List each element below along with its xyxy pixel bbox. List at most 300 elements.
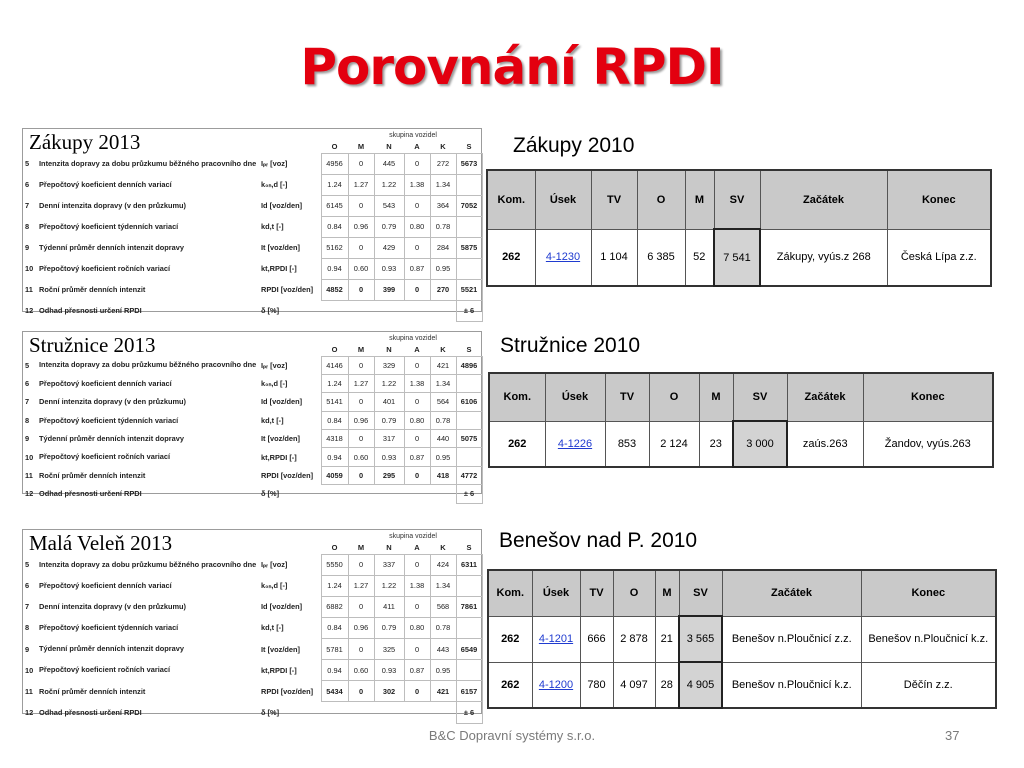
column-header: Začátek — [760, 170, 887, 229]
table-row — [23, 153, 482, 174]
value-cell — [456, 374, 482, 392]
row-description: Přepočtový koeficient týdenních variací — [39, 623, 179, 633]
page-number: 37 — [945, 728, 960, 743]
row-unit: Iₚᵣ [voz] — [261, 159, 288, 168]
panel-title: Zákupy 2013 — [29, 130, 146, 154]
row-unit: kt,RPDI [-] — [261, 452, 297, 462]
value-cell — [348, 702, 374, 723]
row-number: 5 — [25, 560, 30, 570]
column-header: SV — [679, 570, 722, 616]
value-cell: 0.96 — [348, 411, 374, 429]
row-number: 10 — [25, 452, 34, 462]
value-cell: 5875 — [456, 237, 482, 258]
value-cell — [404, 485, 430, 503]
value-cell: 1 104 — [591, 229, 637, 286]
value-cell: Zákupy, vyús.z 268 — [760, 229, 887, 286]
value-cell: 1.24 — [321, 174, 348, 195]
column-header: M — [685, 170, 714, 229]
value-cell: 0.80 — [404, 411, 430, 429]
row-description: Týdenní průměr denních intenzit dopravy — [39, 242, 184, 252]
row-number: 8 — [25, 222, 30, 231]
value-cell: 4852 — [321, 279, 348, 300]
row-number: 12 — [25, 489, 34, 499]
row-unit: kd,t [-] — [261, 222, 284, 231]
value-cell: 23 — [699, 421, 733, 467]
column-header: Začátek — [787, 373, 863, 421]
value-cell: 1.22 — [374, 575, 404, 596]
calc-table — [23, 344, 483, 504]
value-cell: 5141 — [321, 393, 348, 411]
header-cell — [259, 141, 321, 153]
value-cell: 0 — [404, 639, 430, 660]
page-title: Porovnání RPDI — [300, 38, 724, 96]
vehicle-col-header: A — [414, 142, 420, 152]
row-unit: kt,RPDI [-] — [261, 665, 297, 675]
row-description: Odhad přesnosti určení RPDI — [39, 707, 142, 717]
value-cell: 21 — [655, 616, 679, 662]
row-unit: δ [%] — [261, 489, 280, 499]
value-cell: 6145 — [321, 195, 348, 216]
table-row — [23, 596, 482, 617]
row-description: Přepočtový koeficient denních variací — [39, 179, 172, 189]
section-title-2010: Zákupy 2010 — [513, 134, 635, 157]
row-number: 6 — [25, 379, 30, 389]
value-cell: 0.95 — [430, 660, 456, 681]
row-description: Denní intenzita dopravy (v den průzkumu) — [39, 200, 187, 210]
row-number: 9 — [25, 434, 30, 444]
value-cell: 0.78 — [430, 617, 456, 638]
section-link[interactable]: 4-1201 — [532, 616, 580, 662]
value-cell: 424 — [430, 554, 456, 575]
vehicle-col-header: M — [357, 543, 365, 553]
value-cell: 0.60 — [348, 258, 374, 279]
vehicle-col-header: N — [386, 543, 392, 553]
value-cell: 0 — [348, 195, 374, 216]
panel-2013 — [22, 128, 482, 315]
table-row — [23, 448, 482, 466]
value-cell: Děčín z.z. — [861, 662, 996, 708]
header-cell — [259, 344, 321, 356]
section-title-2010: Benešov nad P. 2010 — [499, 529, 698, 552]
vehicle-col-header: M — [357, 142, 365, 152]
value-cell: 295 — [374, 466, 404, 484]
column-header: Kom. — [488, 570, 532, 616]
row-number: 11 — [25, 686, 33, 696]
value-cell — [430, 702, 456, 723]
value-cell: 0 — [404, 466, 430, 484]
value-cell: 317 — [374, 430, 404, 448]
row-number: 12 — [25, 707, 34, 717]
column-header: TV — [580, 570, 613, 616]
row-number: 8 — [25, 415, 30, 425]
row-description: Odhad přesnosti určení RPDI — [39, 489, 142, 499]
row-unit: Iₚᵣ [voz] — [261, 560, 288, 570]
row-number: 7 — [25, 201, 30, 210]
value-cell: 0 — [404, 279, 430, 300]
value-cell — [456, 575, 482, 596]
value-cell: 52 — [685, 229, 714, 286]
row-unit: Iₚᵣ [voz] — [261, 360, 288, 370]
value-cell: zaús.263 — [787, 421, 863, 467]
value-cell — [456, 660, 482, 681]
row-unit: It [voz/den] — [261, 434, 301, 444]
column-header: O — [637, 170, 685, 229]
value-cell: 5075 — [456, 430, 482, 448]
value-cell: 0.87 — [404, 448, 430, 466]
table-row — [23, 216, 482, 237]
column-header: SV — [733, 373, 787, 421]
section-link[interactable]: 4-1226 — [545, 421, 605, 467]
value-cell: Česká Lípa z.z. — [887, 229, 991, 286]
vehicle-group-label: skupina vozidel — [389, 132, 437, 139]
section-link[interactable]: 4-1200 — [532, 662, 580, 708]
column-header: Úsek — [535, 170, 591, 229]
row-description: Přepočtový koeficient denních variací — [39, 378, 172, 388]
vehicle-col-header: K — [440, 543, 446, 553]
value-cell: 0 — [348, 639, 374, 660]
vehicle-col-header: O — [331, 142, 338, 152]
row-unit: RPDI [voz/den] — [261, 285, 314, 294]
table-row — [23, 466, 482, 484]
value-cell: 0.79 — [374, 411, 404, 429]
table-row — [23, 258, 482, 279]
value-cell: 262 — [487, 229, 535, 286]
row-description: Přepočtový koeficient ročních variací — [39, 665, 171, 675]
row-unit: δ [%] — [261, 306, 280, 315]
row-unit: kt,RPDI [-] — [261, 264, 297, 273]
row-number: 8 — [25, 623, 30, 633]
vehicle-col-header: N — [386, 345, 392, 355]
row-unit: RPDI [voz/den] — [261, 686, 314, 696]
column-header: Konec — [863, 373, 993, 421]
row-number: 10 — [25, 264, 34, 273]
header-row — [489, 373, 993, 421]
value-cell: 4896 — [456, 356, 482, 374]
table-row — [23, 485, 482, 503]
value-cell: 364 — [430, 195, 456, 216]
column-header: SV — [714, 170, 760, 229]
table-row — [23, 617, 482, 638]
value-cell: 4 097 — [613, 662, 655, 708]
value-cell: 4 905 — [679, 662, 722, 708]
vehicle-col-header: S — [466, 543, 472, 553]
value-cell: 0.79 — [374, 617, 404, 638]
value-cell — [404, 300, 430, 321]
value-cell: 0.94 — [321, 448, 348, 466]
value-cell: 666 — [580, 616, 613, 662]
value-cell: 0 — [404, 356, 430, 374]
value-cell: 443 — [430, 639, 456, 660]
value-cell: 0.84 — [321, 216, 348, 237]
value-cell — [430, 485, 456, 503]
value-cell: 7 541 — [714, 229, 760, 286]
value-cell: Benešov n.Ploučnicí k.z. — [861, 616, 996, 662]
vehicle-col-header: O — [331, 345, 338, 355]
row-description: Roční průměr denních intenzit — [39, 470, 146, 480]
value-cell: 568 — [430, 596, 456, 617]
value-cell: 4318 — [321, 430, 348, 448]
value-cell: 0 — [404, 237, 430, 258]
table-row — [23, 554, 482, 575]
vehicle-col-header: N — [386, 142, 392, 152]
table-row — [23, 356, 482, 374]
value-cell — [321, 300, 348, 321]
value-cell: 401 — [374, 393, 404, 411]
table-row — [23, 660, 482, 681]
row-unit: It [voz/den] — [261, 243, 301, 252]
value-cell: 6157 — [456, 681, 482, 702]
value-cell: 0 — [348, 393, 374, 411]
row-unit: k₀ₙ,d [-] — [261, 180, 288, 189]
value-cell — [456, 174, 482, 195]
table-row — [23, 681, 482, 702]
row-description: Intenzita dopravy za dobu průzkumu běžného pracovního dne — [39, 360, 257, 370]
value-cell: 0 — [348, 681, 374, 702]
column-header: M — [699, 373, 733, 421]
value-cell: 5673 — [456, 153, 482, 174]
value-cell: 0.78 — [430, 411, 456, 429]
header-cell — [259, 542, 321, 554]
value-cell: 429 — [374, 237, 404, 258]
row-description: Roční průměr denních intenzit — [39, 284, 146, 294]
value-cell: 0 — [404, 596, 430, 617]
value-cell: 0 — [404, 153, 430, 174]
table-row — [489, 421, 993, 467]
value-cell: 5434 — [321, 681, 348, 702]
vehicle-col-header: M — [357, 345, 365, 355]
vehicle-col-header: O — [331, 543, 338, 553]
value-cell: 1.34 — [430, 174, 456, 195]
value-cell: 5781 — [321, 639, 348, 660]
value-cell: 329 — [374, 356, 404, 374]
row-unit: It [voz/den] — [261, 644, 301, 654]
value-cell: ± 6 — [456, 702, 482, 723]
value-cell — [456, 411, 482, 429]
vehicle-col-header: A — [414, 345, 420, 355]
value-cell: 7052 — [456, 195, 482, 216]
table-row — [23, 237, 482, 258]
value-cell: 1.34 — [430, 374, 456, 392]
table-row — [23, 411, 482, 429]
value-cell: 421 — [430, 681, 456, 702]
value-cell: 0.87 — [404, 258, 430, 279]
value-cell: 0.96 — [348, 617, 374, 638]
calc-table — [23, 141, 483, 322]
row-number: 11 — [25, 470, 33, 480]
value-cell: 0.95 — [430, 258, 456, 279]
value-cell: 445 — [374, 153, 404, 174]
value-cell: 0 — [348, 356, 374, 374]
table-row — [488, 662, 996, 708]
value-cell: 0 — [404, 554, 430, 575]
value-cell: 564 — [430, 393, 456, 411]
value-cell: 780 — [580, 662, 613, 708]
vehicle-col-header: K — [440, 345, 446, 355]
footer-company: B&C Dopravní systémy s.r.o. — [428, 728, 596, 743]
value-cell: 2 878 — [613, 616, 655, 662]
row-number: 9 — [25, 243, 30, 252]
row-description: Intenzita dopravy za dobu průzkumu běžného pracovního dne — [39, 158, 257, 168]
row-unit: δ [%] — [261, 707, 280, 717]
row-description: Denní intenzita dopravy (v den průzkumu) — [39, 602, 187, 612]
intensity-table-2010 — [487, 569, 997, 709]
value-cell: 4059 — [321, 466, 348, 484]
header-row — [487, 170, 991, 229]
value-cell: 0 — [348, 430, 374, 448]
panel-title: Stružnice 2013 — [29, 333, 162, 357]
value-cell: 0 — [348, 466, 374, 484]
row-unit: kd,t [-] — [261, 415, 284, 425]
value-cell — [456, 216, 482, 237]
value-cell: 6882 — [321, 596, 348, 617]
row-description: Přepočtový koeficient denních variací — [39, 580, 172, 590]
table-row — [23, 195, 482, 216]
value-cell — [321, 702, 348, 723]
vehicle-col-header: K — [440, 142, 446, 152]
value-cell — [404, 702, 430, 723]
value-cell: 421 — [430, 356, 456, 374]
table-row — [23, 300, 482, 321]
value-cell: 1.38 — [404, 374, 430, 392]
value-cell: 0 — [348, 153, 374, 174]
value-cell: 6311 — [456, 554, 482, 575]
vehicle-group-label: skupina vozidel — [389, 533, 437, 540]
value-cell: 0 — [404, 681, 430, 702]
value-cell: 284 — [430, 237, 456, 258]
row-description: Intenzita dopravy za dobu průzkumu běžného pracovního dne — [39, 559, 257, 569]
value-cell: 5162 — [321, 237, 348, 258]
row-unit: Id [voz/den] — [261, 201, 303, 210]
vehicle-col-header: A — [414, 543, 420, 553]
column-header: M — [655, 570, 679, 616]
value-cell: 0.94 — [321, 660, 348, 681]
value-cell: 0 — [348, 237, 374, 258]
value-cell: 0 — [404, 430, 430, 448]
value-cell: 440 — [430, 430, 456, 448]
value-cell — [374, 485, 404, 503]
value-cell: 262 — [488, 616, 532, 662]
value-cell — [456, 258, 482, 279]
value-cell: 1.22 — [374, 374, 404, 392]
column-header: Konec — [887, 170, 991, 229]
value-cell — [456, 617, 482, 638]
section-link[interactable]: 4-1230 — [535, 229, 591, 286]
value-cell: 418 — [430, 466, 456, 484]
row-description: Týdenní průměr denních intenzit dopravy — [39, 644, 184, 654]
column-header: Kom. — [487, 170, 535, 229]
value-cell: 1.38 — [404, 575, 430, 596]
calc-table — [23, 542, 483, 724]
vehicle-col-header: S — [466, 345, 472, 355]
table-row — [23, 575, 482, 596]
value-cell: 1.38 — [404, 174, 430, 195]
row-unit: Id [voz/den] — [261, 397, 303, 407]
value-cell: 0.78 — [430, 216, 456, 237]
column-header: TV — [605, 373, 649, 421]
row-number: 12 — [25, 306, 34, 315]
value-cell: 28 — [655, 662, 679, 708]
value-cell: 272 — [430, 153, 456, 174]
value-cell: 1.34 — [430, 575, 456, 596]
value-cell: 4146 — [321, 356, 348, 374]
column-header: TV — [591, 170, 637, 229]
value-cell: 3 000 — [733, 421, 787, 467]
value-cell: 0.93 — [374, 448, 404, 466]
value-cell: Benešov n.Ploučnicí z.z. — [722, 616, 861, 662]
value-cell: 1.27 — [348, 174, 374, 195]
value-cell: 325 — [374, 639, 404, 660]
value-cell: 2 124 — [649, 421, 699, 467]
value-cell: 0 — [348, 596, 374, 617]
value-cell: 0.84 — [321, 617, 348, 638]
panel-title: Malá Veleň 2013 — [29, 531, 178, 555]
table-row — [23, 393, 482, 411]
row-description: Přepočtový koeficient týdenních variací — [39, 221, 179, 231]
row-number: 5 — [25, 360, 30, 370]
value-cell: 411 — [374, 596, 404, 617]
vehicle-col-header: S — [466, 142, 472, 152]
value-cell: 1.24 — [321, 374, 348, 392]
row-unit: k₀ₙ,d [-] — [261, 379, 288, 389]
value-cell: 0 — [348, 279, 374, 300]
row-description: Přepočtový koeficient ročních variací — [39, 452, 171, 462]
row-number: 10 — [25, 665, 34, 675]
row-number: 6 — [25, 581, 30, 591]
table-row — [23, 174, 482, 195]
value-cell: 7861 — [456, 596, 482, 617]
value-cell — [456, 448, 482, 466]
intensity-table-2010 — [486, 169, 992, 287]
value-cell: 5521 — [456, 279, 482, 300]
value-cell — [348, 300, 374, 321]
row-description: Týdenní průměr denních intenzit dopravy — [39, 433, 184, 443]
value-cell: 0.87 — [404, 660, 430, 681]
value-cell — [430, 300, 456, 321]
value-cell — [374, 702, 404, 723]
value-cell: ± 6 — [456, 300, 482, 321]
column-header: O — [649, 373, 699, 421]
row-number: 7 — [25, 602, 30, 612]
value-cell: 1.22 — [374, 174, 404, 195]
value-cell: 6549 — [456, 639, 482, 660]
value-cell: 262 — [488, 662, 532, 708]
value-cell — [348, 485, 374, 503]
value-cell: 5550 — [321, 554, 348, 575]
row-number: 7 — [25, 397, 30, 407]
value-cell: 853 — [605, 421, 649, 467]
row-description: Roční průměr denních intenzit — [39, 686, 146, 696]
row-description: Přepočtový koeficient ročních variací — [39, 263, 171, 273]
section-title-2010: Stružnice 2010 — [500, 334, 641, 357]
row-description: Přepočtový koeficient týdenních variací — [39, 415, 179, 425]
value-cell: Benešov n.Ploučnicí k.z. — [722, 662, 861, 708]
value-cell: 4772 — [456, 466, 482, 484]
value-cell: 6106 — [456, 393, 482, 411]
header-row — [488, 570, 996, 616]
intensity-table-2010 — [488, 372, 994, 468]
value-cell: 262 — [489, 421, 545, 467]
row-number: 5 — [25, 159, 30, 168]
value-cell: 0.60 — [348, 448, 374, 466]
row-number: 6 — [25, 180, 30, 189]
value-cell: 0.93 — [374, 660, 404, 681]
table-row — [23, 374, 482, 392]
row-description: Odhad přesnosti určení RPDI — [39, 305, 142, 315]
value-cell: 0.79 — [374, 216, 404, 237]
vehicle-group-label: skupina vozidel — [389, 335, 437, 342]
column-header: Konec — [861, 570, 996, 616]
value-cell — [321, 485, 348, 503]
